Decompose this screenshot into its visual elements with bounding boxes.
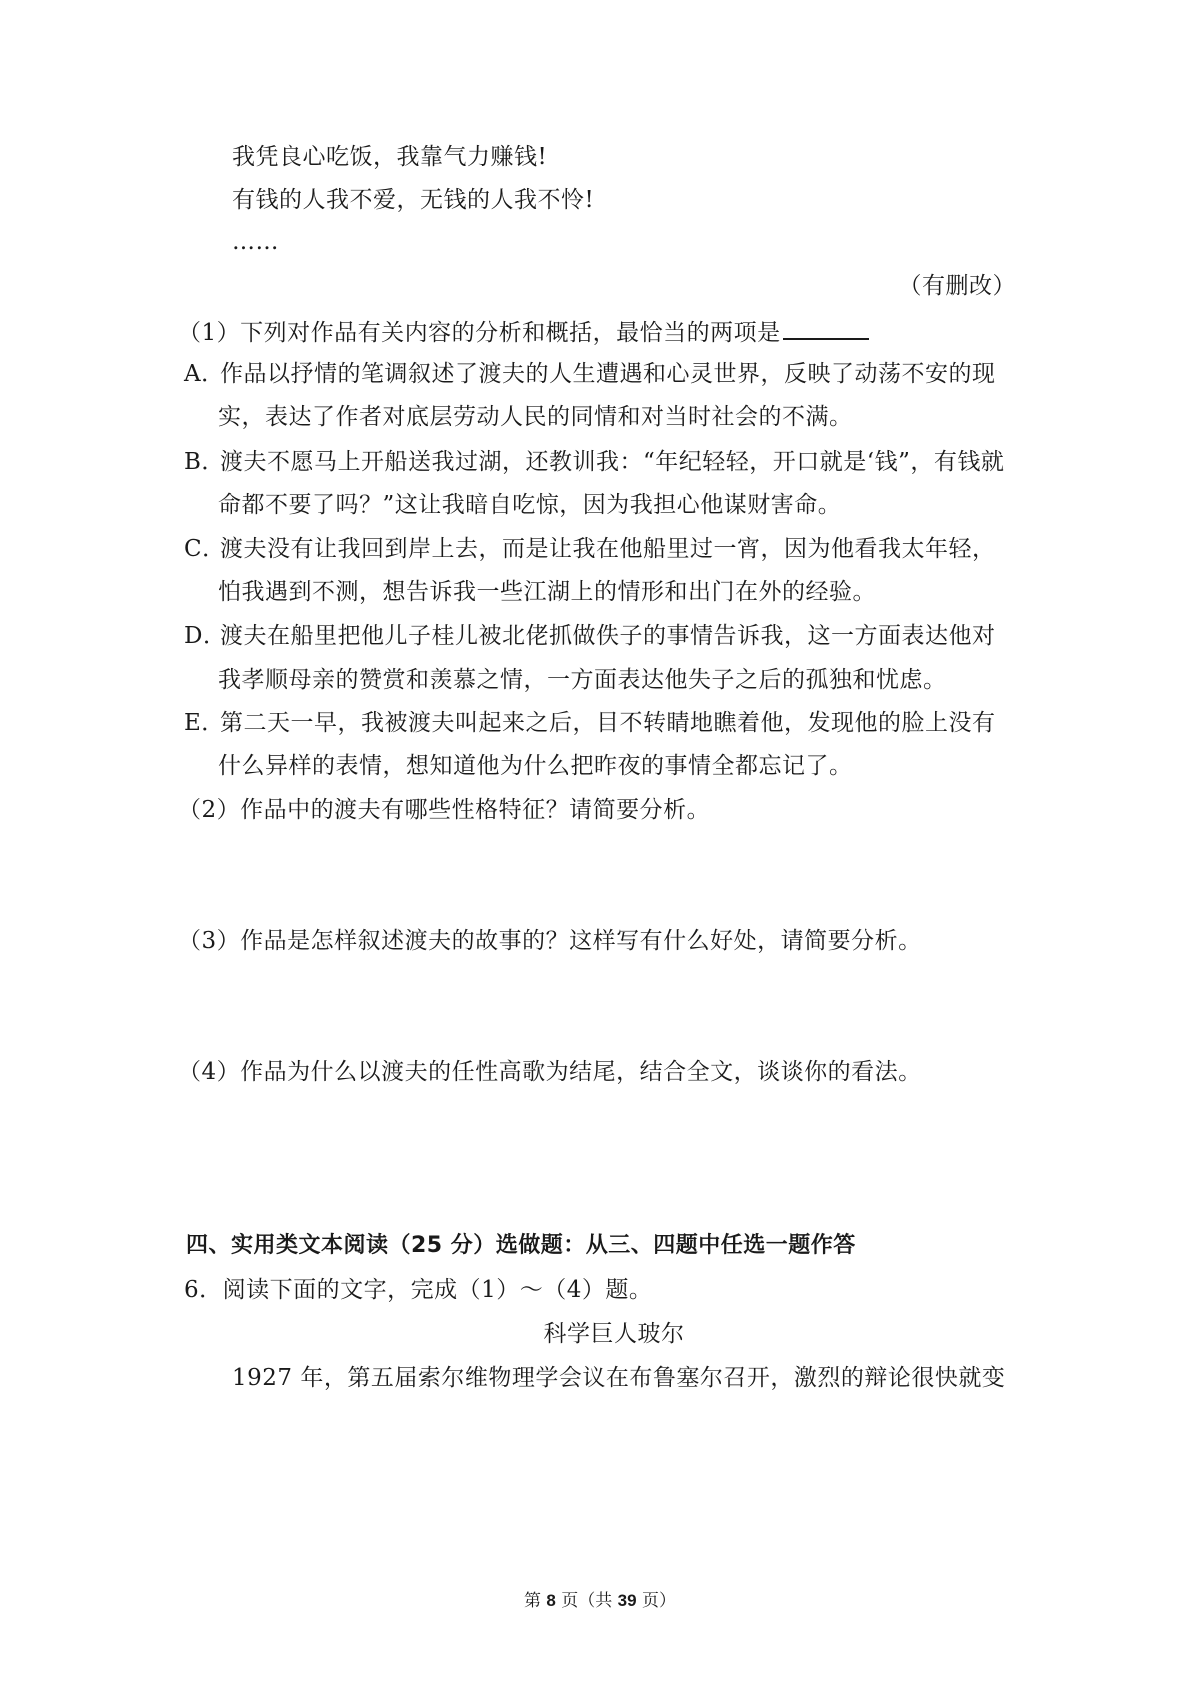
option-d-line-2: 我孝顺母亲的赞赏和羡慕之情，一方面表达他失子之后的孤独和忧虑。 bbox=[218, 667, 947, 693]
question-4: （4）作品为什么以渡夫的任性高歌为结尾，结合全文，谈谈你的看法。 bbox=[178, 1059, 922, 1085]
footer-page-number: 8 bbox=[546, 1591, 556, 1610]
article-title: 科学巨人玻尔 bbox=[543, 1321, 685, 1347]
question-1-prompt bbox=[178, 314, 869, 349]
option-c-label: C． bbox=[184, 536, 226, 562]
poem-line-1: 我凭良心吃饭，我靠气力赚钱! bbox=[232, 144, 548, 170]
option-e-line-2: 什么异样的表情，想知道他为什么把昨夜的事情全都忘记了。 bbox=[218, 753, 853, 779]
option-b-label: B． bbox=[184, 449, 225, 475]
section-4-heading: 四、实用类文本阅读（25 分）选做题：从三、四题中任选一题作答 bbox=[186, 1233, 856, 1258]
option-c-line-2: 怕我遇到不测，想告诉我一些江湖上的情形和出门在外的经验。 bbox=[218, 579, 876, 605]
option-a-line-2: 实，表达了作者对底层劳动人民的同情和对当时社会的不满。 bbox=[218, 404, 853, 430]
option-d-label: D． bbox=[184, 623, 227, 649]
poem-line-3: …… bbox=[232, 229, 279, 255]
footer-total-pages: 39 bbox=[617, 1591, 637, 1610]
footer-middle: 页（共 bbox=[555, 1591, 618, 1611]
option-e-line-1: 第二天一早，我被渡夫叫起来之后，目不转睛地瞧着他，发现他的脸上没有 bbox=[220, 710, 996, 736]
question-3: （3）作品是怎样叙述渡夫的故事的？这样写有什么好处，请简要分析。 bbox=[178, 928, 922, 954]
question-1-text: （1）下列对作品有关内容的分析和概括，最恰当的两项是 bbox=[178, 320, 781, 346]
option-d-line-1: 渡夫在船里把他儿子桂儿被北佬抓做佚子的事情告诉我，这一方面表达他对 bbox=[220, 623, 996, 649]
article-paragraph-1: 1927 年，第五届索尔维物理学会议在布鲁塞尔召开，激烈的辩论很快就变 bbox=[232, 1365, 1006, 1391]
option-b-line-1: 渡夫不愿马上开船送我过湖，还教训我：“年纪轻轻，开口就是‘钱”，有钱就 bbox=[220, 449, 1005, 475]
edit-note: （有删改） bbox=[898, 273, 1016, 299]
option-a-label: A． bbox=[184, 361, 225, 387]
page-footer bbox=[0, 1590, 1200, 1612]
question-6-instruction: 6．阅读下面的文字，完成（1）～（4）题。 bbox=[184, 1277, 653, 1303]
question-2: （2）作品中的渡夫有哪些性格特征？请简要分析。 bbox=[178, 797, 711, 823]
footer-prefix: 第 bbox=[523, 1591, 547, 1611]
poem-line-2: 有钱的人我不爱，无钱的人我不怜! bbox=[232, 187, 595, 213]
option-e-label: E． bbox=[184, 710, 225, 736]
answer-blank bbox=[783, 314, 869, 340]
option-c-line-1: 渡夫没有让我回到岸上去，而是让我在他船里过一宵，因为他看我太年轻， bbox=[220, 536, 996, 562]
footer-suffix: 页） bbox=[636, 1591, 676, 1611]
option-a-line-1: 作品以抒情的笔调叙述了渡夫的人生遭遇和心灵世界，反映了动荡不安的现 bbox=[220, 361, 996, 387]
option-b-line-2: 命都不要了吗？”这让我暗自吃惊，因为我担心他谋财害命。 bbox=[218, 492, 842, 518]
